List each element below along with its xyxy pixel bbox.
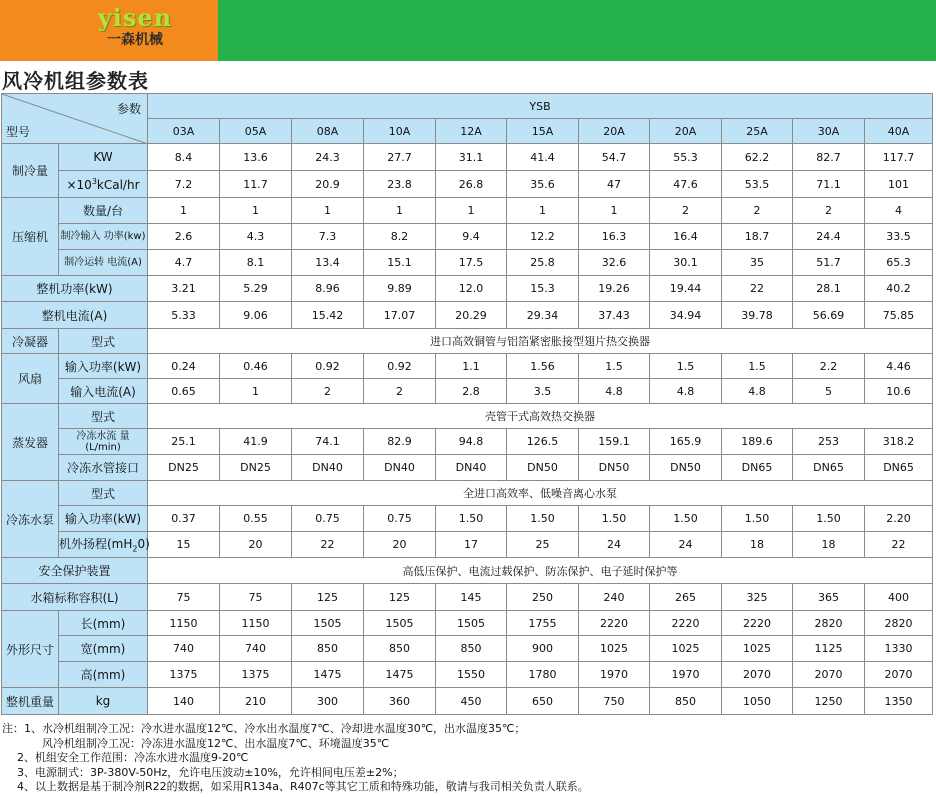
value-cell: 9.06 <box>220 302 292 329</box>
value-cell: 20 <box>220 532 292 558</box>
value-cell: DN40 <box>364 455 436 481</box>
value-cell: 360 <box>364 688 436 715</box>
value-cell: 1.56 <box>507 354 579 379</box>
table-row <box>2 611 933 636</box>
sub-kcal <box>59 171 148 198</box>
table-row <box>2 329 933 354</box>
value-cell: 650 <box>507 688 579 715</box>
corner-param-label: 参数 <box>116 102 141 116</box>
table-row <box>2 558 933 584</box>
value-cell: 20 <box>364 532 436 558</box>
cat-unit-power: 整机功率(kW) <box>2 276 148 302</box>
value-cell: 125 <box>364 584 436 611</box>
logo-text-en: yisen <box>97 3 173 32</box>
value-cell: 74.1 <box>292 429 364 455</box>
model-header: 15A <box>507 119 579 144</box>
value-cell: 54.7 <box>579 144 650 171</box>
value-cell: 850 <box>650 688 722 715</box>
sub-condenser-type: 型式 <box>59 329 148 354</box>
pump-type-value: 全进口高效率、低噪音离心水泵 <box>148 481 933 506</box>
value-cell: 2070 <box>793 662 865 688</box>
value-cell: DN50 <box>507 455 579 481</box>
cat-evaporator: 蒸发器 <box>2 404 59 481</box>
model-header: 10A <box>364 119 436 144</box>
value-cell: 3.21 <box>148 276 220 302</box>
value-cell: 75.85 <box>865 302 933 329</box>
value-cell: 32.6 <box>579 250 650 276</box>
value-cell: 1.1 <box>436 354 507 379</box>
value-cell: 15.42 <box>292 302 364 329</box>
sub-comp-power: 制冷输入 功率(kw) <box>59 224 148 250</box>
value-cell: 25 <box>507 532 579 558</box>
table-row <box>2 506 933 532</box>
note-1: 注：1、水冷机组制冷工况：冷水进水温度12℃、冷水出水温度7℃、冷却进水温度30℃，出水温度35℃； <box>2 722 526 735</box>
value-cell: 5 <box>793 379 865 404</box>
value-cell: 15.3 <box>507 276 579 302</box>
sub-evap-type: 型式 <box>59 404 148 429</box>
model-header: 03A <box>148 119 220 144</box>
value-cell: DN65 <box>722 455 793 481</box>
value-cell: 2070 <box>722 662 793 688</box>
value-cell: 850 <box>292 636 364 662</box>
model-header: 20A <box>650 119 722 144</box>
value-cell: 300 <box>292 688 364 715</box>
value-cell: 117.7 <box>865 144 933 171</box>
table-row <box>2 250 933 276</box>
value-cell: 9.89 <box>364 276 436 302</box>
value-cell: 165.9 <box>650 429 722 455</box>
model-header: 25A <box>722 119 793 144</box>
series-header: YSB <box>148 94 933 119</box>
value-cell: 19.26 <box>579 276 650 302</box>
value-cell: 51.7 <box>793 250 865 276</box>
sub-evap-flow: 冷冻水流 量(L/min) <box>59 429 148 455</box>
value-cell: 8.4 <box>148 144 220 171</box>
value-cell: 22 <box>292 532 364 558</box>
sub-qty: 数量/台 <box>59 198 148 224</box>
table-row <box>2 224 933 250</box>
value-cell: 740 <box>220 636 292 662</box>
sub-comp-current: 制冷运转 电流(A) <box>59 250 148 276</box>
sub-pump-power: 输入功率(kW) <box>59 506 148 532</box>
value-cell: 16.4 <box>650 224 722 250</box>
value-cell: 8.2 <box>364 224 436 250</box>
table-row <box>2 94 933 119</box>
value-cell: 4.8 <box>722 379 793 404</box>
cat-condenser: 冷凝器 <box>2 329 59 354</box>
value-cell: 210 <box>220 688 292 715</box>
value-cell: 145 <box>436 584 507 611</box>
model-header: 05A <box>220 119 292 144</box>
kcal-pre: ×10 <box>66 177 92 192</box>
model-header: 08A <box>292 119 364 144</box>
value-cell: 20.29 <box>436 302 507 329</box>
value-cell: DN65 <box>865 455 933 481</box>
value-cell: 265 <box>650 584 722 611</box>
value-cell: 65.3 <box>865 250 933 276</box>
model-header: 40A <box>865 119 933 144</box>
value-cell: DN50 <box>650 455 722 481</box>
cat-compressor: 压缩机 <box>2 198 59 276</box>
value-cell: 25.8 <box>507 250 579 276</box>
value-cell: 3.5 <box>507 379 579 404</box>
value-cell: 1025 <box>722 636 793 662</box>
value-cell: DN40 <box>436 455 507 481</box>
table-row <box>2 302 933 329</box>
value-cell: 47 <box>579 171 650 198</box>
value-cell: 1.50 <box>436 506 507 532</box>
note-1b: 风冷机组制冷工况：冷冻进水温度12℃、出水温度7℃、环境温度35℃ <box>42 736 390 750</box>
value-cell: 24.3 <box>292 144 364 171</box>
value-cell: 2070 <box>865 662 933 688</box>
value-cell: 2220 <box>579 611 650 636</box>
value-cell: 40.2 <box>865 276 933 302</box>
value-cell: DN50 <box>579 455 650 481</box>
value-cell: 39.78 <box>722 302 793 329</box>
footnotes <box>2 722 932 795</box>
value-cell: 1375 <box>220 662 292 688</box>
value-cell: 24 <box>650 532 722 558</box>
value-cell: 41.4 <box>507 144 579 171</box>
table-row <box>2 584 933 611</box>
value-cell: 94.8 <box>436 429 507 455</box>
value-cell: 25.1 <box>148 429 220 455</box>
value-cell: 5.33 <box>148 302 220 329</box>
value-cell: 101 <box>865 171 933 198</box>
value-cell: 2.6 <box>148 224 220 250</box>
value-cell: 126.5 <box>507 429 579 455</box>
value-cell: 189.6 <box>722 429 793 455</box>
sub-height: 高(mm) <box>59 662 148 688</box>
value-cell: 1.5 <box>722 354 793 379</box>
value-cell: 2.8 <box>436 379 507 404</box>
value-cell: 0.46 <box>220 354 292 379</box>
cat-weight: 整机重量 <box>2 688 59 715</box>
note-4: 4、以上数据是基于制冷剂R22的数据，如采用R134a、R407c等其它工质和特殊功能，敬请与我司相关负责人联系。 <box>17 780 589 793</box>
value-cell: 1330 <box>865 636 933 662</box>
value-cell: 2 <box>364 379 436 404</box>
table-row <box>2 379 933 404</box>
value-cell: 2 <box>650 198 722 224</box>
value-cell: 9.4 <box>436 224 507 250</box>
value-cell: 250 <box>507 584 579 611</box>
corner-model-label: 型号 <box>6 125 31 139</box>
value-cell: 1 <box>292 198 364 224</box>
value-cell: 2820 <box>793 611 865 636</box>
value-cell: 1375 <box>148 662 220 688</box>
cat-tank: 水箱标称容积(L) <box>2 584 148 611</box>
value-cell: 7.3 <box>292 224 364 250</box>
sub-weight-unit: kg <box>59 688 148 715</box>
value-cell: 30.1 <box>650 250 722 276</box>
value-cell: 4.8 <box>650 379 722 404</box>
corner-header <box>2 94 148 144</box>
value-cell: 15.1 <box>364 250 436 276</box>
cat-safety: 安全保护装置 <box>2 558 148 584</box>
value-cell: 75 <box>148 584 220 611</box>
value-cell: 11.7 <box>220 171 292 198</box>
table-row <box>2 455 933 481</box>
sub-fan-current: 输入电流(A) <box>59 379 148 404</box>
table-row <box>2 144 933 171</box>
evap-type-value: 壳管干式高效热交换器 <box>148 404 933 429</box>
value-cell: 1025 <box>579 636 650 662</box>
value-cell: 140 <box>148 688 220 715</box>
table-row <box>2 354 933 379</box>
value-cell: 24 <box>579 532 650 558</box>
value-cell: 12.2 <box>507 224 579 250</box>
value-cell: 23.8 <box>364 171 436 198</box>
value-cell: 20.9 <box>292 171 364 198</box>
value-cell: 29.34 <box>507 302 579 329</box>
value-cell: 0.75 <box>292 506 364 532</box>
value-cell: 35.6 <box>507 171 579 198</box>
model-header: 20A <box>579 119 650 144</box>
value-cell: 1970 <box>579 662 650 688</box>
value-cell: 33.5 <box>865 224 933 250</box>
value-cell: 18.7 <box>722 224 793 250</box>
value-cell: 1 <box>364 198 436 224</box>
value-cell: 82.7 <box>793 144 865 171</box>
value-cell: 75 <box>220 584 292 611</box>
model-header: 12A <box>436 119 507 144</box>
value-cell: 1250 <box>793 688 865 715</box>
yisen-logo <box>90 5 180 55</box>
value-cell: 318.2 <box>865 429 933 455</box>
value-cell: 35 <box>722 250 793 276</box>
value-cell: 26.8 <box>436 171 507 198</box>
value-cell: 1050 <box>722 688 793 715</box>
value-cell: 1.50 <box>579 506 650 532</box>
note-3: 3、电源制式：3P-380V-50Hz，允许电压波动±10%，允许相间电压差±2%； <box>17 765 404 779</box>
value-cell: 1150 <box>148 611 220 636</box>
value-cell: 2.2 <box>793 354 865 379</box>
table-row <box>2 662 933 688</box>
value-cell: 1 <box>148 198 220 224</box>
head-sub: 2 <box>132 544 138 554</box>
value-cell: DN25 <box>220 455 292 481</box>
banner-green-block <box>218 0 936 61</box>
value-cell: 1970 <box>650 662 722 688</box>
value-cell: 71.1 <box>793 171 865 198</box>
value-cell: 12.0 <box>436 276 507 302</box>
value-cell: 16.3 <box>579 224 650 250</box>
value-cell: 1.50 <box>507 506 579 532</box>
value-cell: 0.75 <box>364 506 436 532</box>
value-cell: 1.5 <box>650 354 722 379</box>
value-cell: 125 <box>292 584 364 611</box>
value-cell: 365 <box>793 584 865 611</box>
value-cell: 13.4 <box>292 250 364 276</box>
value-cell: 31.1 <box>436 144 507 171</box>
value-cell: 53.5 <box>722 171 793 198</box>
value-cell: 22 <box>722 276 793 302</box>
value-cell: 750 <box>579 688 650 715</box>
value-cell: 1 <box>579 198 650 224</box>
value-cell: 1 <box>220 379 292 404</box>
value-cell: DN65 <box>793 455 865 481</box>
sub-pump-type: 型式 <box>59 481 148 506</box>
value-cell: 1350 <box>865 688 933 715</box>
table-row <box>2 481 933 506</box>
cat-dimensions: 外形尺寸 <box>2 611 59 688</box>
kcal-post: kCal/hr <box>96 177 140 192</box>
value-cell: 0.92 <box>364 354 436 379</box>
value-cell: 2220 <box>722 611 793 636</box>
sub-pump-head <box>59 532 148 558</box>
value-cell: 22 <box>865 532 933 558</box>
value-cell: 0.55 <box>220 506 292 532</box>
value-cell: 41.9 <box>220 429 292 455</box>
value-cell: 1475 <box>364 662 436 688</box>
value-cell: 82.9 <box>364 429 436 455</box>
cat-fan: 风扇 <box>2 354 59 404</box>
value-cell: 1505 <box>292 611 364 636</box>
table-row <box>2 429 933 455</box>
head-pre: 机外扬程(mH <box>59 537 133 552</box>
value-cell: 159.1 <box>579 429 650 455</box>
value-cell: 740 <box>148 636 220 662</box>
value-cell: 19.44 <box>650 276 722 302</box>
value-cell: 850 <box>436 636 507 662</box>
value-cell: 1125 <box>793 636 865 662</box>
value-cell: 1 <box>436 198 507 224</box>
table-row <box>2 688 933 715</box>
value-cell: DN25 <box>148 455 220 481</box>
value-cell: 2.20 <box>865 506 933 532</box>
note-2: 2、机组安全工作范围：冷冻水进水温度9-20℃ <box>17 751 249 764</box>
value-cell: 7.2 <box>148 171 220 198</box>
value-cell: 1505 <box>364 611 436 636</box>
value-cell: 62.2 <box>722 144 793 171</box>
value-cell: 28.1 <box>793 276 865 302</box>
value-cell: 27.7 <box>364 144 436 171</box>
value-cell: 37.43 <box>579 302 650 329</box>
value-cell: 47.6 <box>650 171 722 198</box>
value-cell: 24.4 <box>793 224 865 250</box>
value-cell: 1505 <box>436 611 507 636</box>
value-cell: 1.50 <box>650 506 722 532</box>
value-cell: 4.8 <box>579 379 650 404</box>
value-cell: 55.3 <box>650 144 722 171</box>
value-cell: 0.37 <box>148 506 220 532</box>
value-cell: 1550 <box>436 662 507 688</box>
value-cell: 18 <box>793 532 865 558</box>
value-cell: 17.5 <box>436 250 507 276</box>
table-row <box>2 404 933 429</box>
value-cell: 1755 <box>507 611 579 636</box>
sub-evap-pipe: 冷冻水管接口 <box>59 455 148 481</box>
value-cell: 10.6 <box>865 379 933 404</box>
value-cell: 1150 <box>220 611 292 636</box>
value-cell: 17 <box>436 532 507 558</box>
value-cell: 13.6 <box>220 144 292 171</box>
value-cell: 240 <box>579 584 650 611</box>
cat-pump: 冷冻水泵 <box>2 481 59 558</box>
value-cell: 400 <box>865 584 933 611</box>
value-cell: 1025 <box>650 636 722 662</box>
value-cell: 17.07 <box>364 302 436 329</box>
table-row <box>2 198 933 224</box>
value-cell: 1 <box>220 198 292 224</box>
value-cell: 1.50 <box>793 506 865 532</box>
value-cell: 34.94 <box>650 302 722 329</box>
sub-width: 宽(mm) <box>59 636 148 662</box>
value-cell: 1475 <box>292 662 364 688</box>
sub-kw: KW <box>59 144 148 171</box>
table-row <box>2 276 933 302</box>
value-cell: 2 <box>793 198 865 224</box>
value-cell: 2820 <box>865 611 933 636</box>
value-cell: 56.69 <box>793 302 865 329</box>
kcal-sup: 3 <box>91 176 97 186</box>
value-cell: 850 <box>364 636 436 662</box>
value-cell: 1.50 <box>722 506 793 532</box>
value-cell: 325 <box>722 584 793 611</box>
table-row <box>2 532 933 558</box>
table-row <box>2 636 933 662</box>
value-cell: 1780 <box>507 662 579 688</box>
value-cell: 8.1 <box>220 250 292 276</box>
value-cell: 5.29 <box>220 276 292 302</box>
page-title: 风冷机组参数表 <box>2 69 149 93</box>
spec-table <box>1 93 933 715</box>
value-cell: 4.3 <box>220 224 292 250</box>
value-cell: 1 <box>507 198 579 224</box>
logo-text-cn: 一森机械 <box>107 32 163 48</box>
value-cell: 1.5 <box>579 354 650 379</box>
table-row <box>2 171 933 198</box>
value-cell: 253 <box>793 429 865 455</box>
condenser-type-value: 进口高效铜管与铝箔紧密胀接型翅片热交换器 <box>148 329 933 354</box>
value-cell: 4.7 <box>148 250 220 276</box>
cat-unit-current: 整机电流(A) <box>2 302 148 329</box>
value-cell: 2 <box>722 198 793 224</box>
value-cell: 18 <box>722 532 793 558</box>
head-post: 0) <box>137 537 150 552</box>
value-cell: 2 <box>292 379 364 404</box>
cat-cooling: 制冷量 <box>2 144 59 198</box>
value-cell: 4 <box>865 198 933 224</box>
value-cell: 4.46 <box>865 354 933 379</box>
value-cell: 0.24 <box>148 354 220 379</box>
value-cell: 900 <box>507 636 579 662</box>
value-cell: 2220 <box>650 611 722 636</box>
value-cell: 450 <box>436 688 507 715</box>
value-cell: 0.65 <box>148 379 220 404</box>
value-cell: 8.96 <box>292 276 364 302</box>
value-cell: 0.92 <box>292 354 364 379</box>
sub-fan-power: 输入功率(kW) <box>59 354 148 379</box>
value-cell: DN40 <box>292 455 364 481</box>
sub-length: 长(mm) <box>59 611 148 636</box>
safety-value: 高低压保护、电流过载保护、防冻保护、电子延时保护等 <box>148 558 933 584</box>
value-cell: 15 <box>148 532 220 558</box>
header-banner <box>0 0 936 61</box>
model-header: 30A <box>793 119 865 144</box>
